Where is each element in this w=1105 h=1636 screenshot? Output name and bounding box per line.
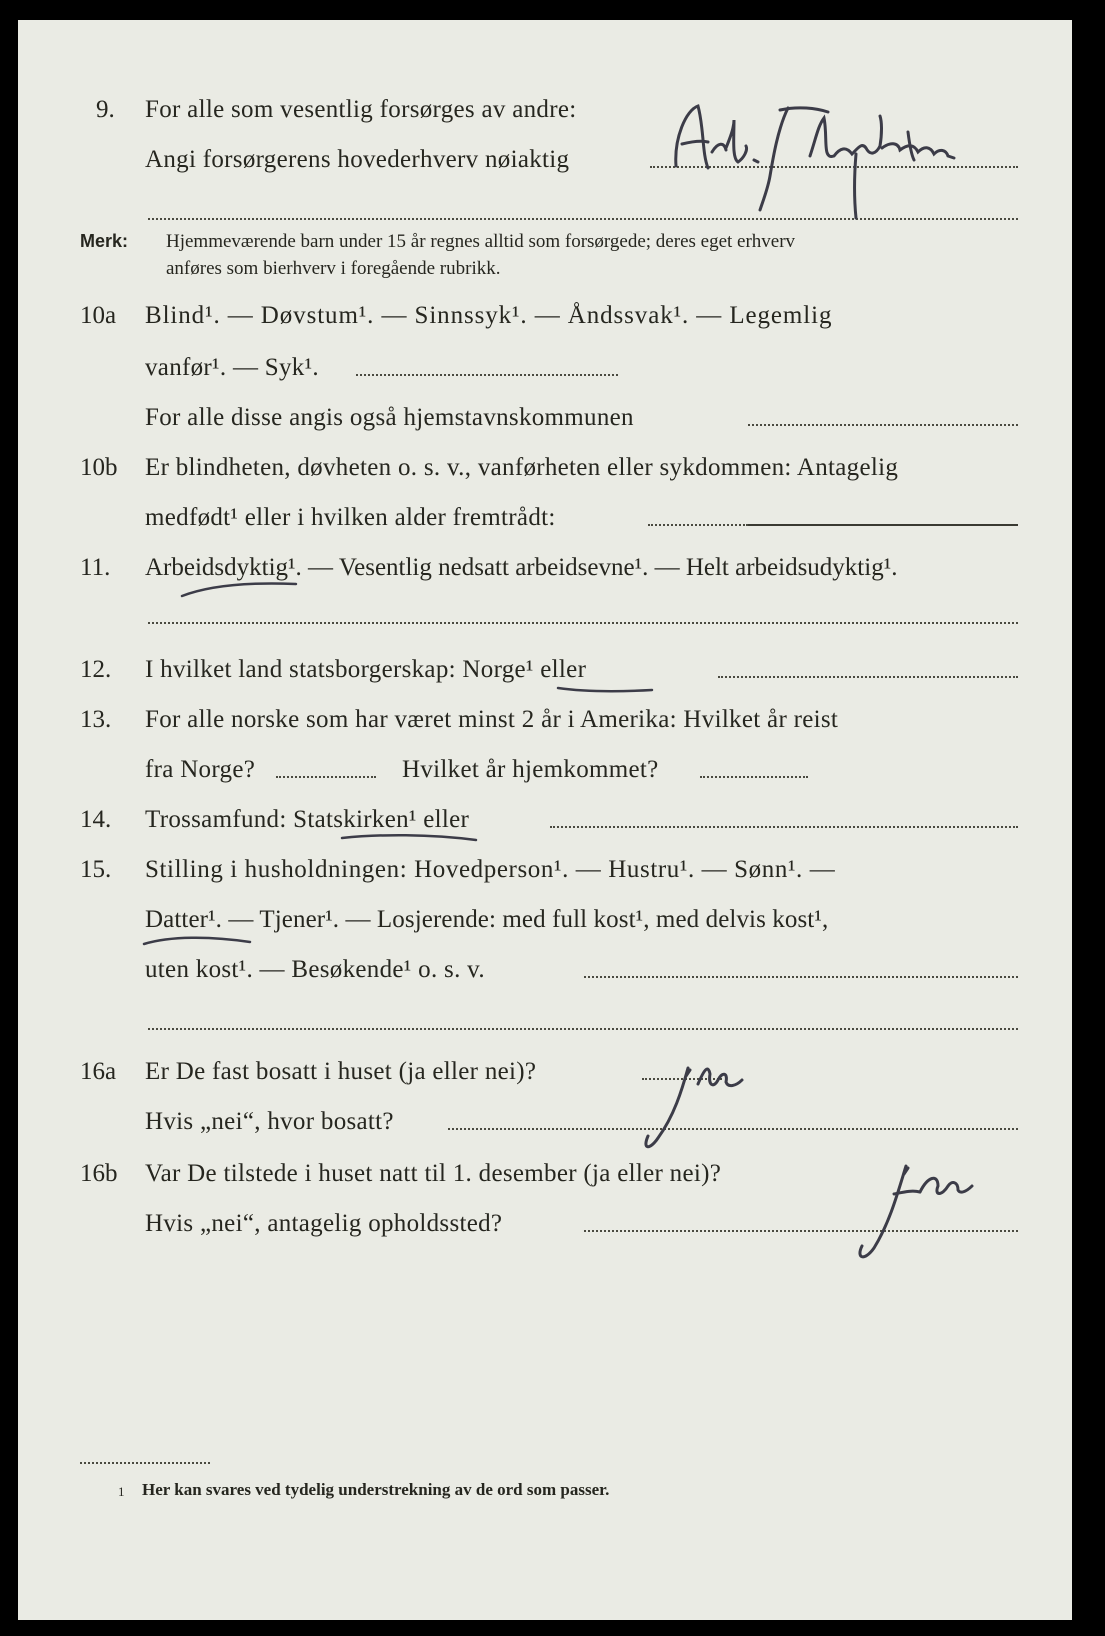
question-9-number: 9. <box>96 96 115 123</box>
question-11-handwritten-underline <box>178 576 298 600</box>
question-15-number: 15. <box>80 856 112 883</box>
question-14-answer-line <box>550 826 1018 828</box>
note <box>80 231 128 253</box>
question-11-number: 11. <box>80 554 111 581</box>
question-12-answer-line <box>718 676 1018 678</box>
question-13-line-2b: Hvilket år hjemkommet? <box>402 756 659 783</box>
question-10b-line-1: Er blindheten, døvheten o. s. v., vanførheten eller sykdommen: Antagelig <box>145 454 899 481</box>
question-16b-number: 16b <box>80 1160 118 1187</box>
question-10a-line-1: Blind¹. — Døvstum¹. — Sinnssyk¹. — Åndssvak¹. — Legemlig <box>145 302 833 329</box>
footnote-rule <box>80 1462 210 1464</box>
question-9-line-1: For alle som vesentlig forsørges av andre: <box>145 96 577 123</box>
question-10a-answer-line <box>356 374 618 376</box>
question-9-line-2: Angi forsørgerens hovederhverv nøiaktig <box>145 146 570 173</box>
note-line-1: Hjemmeværende barn under 15 år regnes alltid som forsørgede; deres eget erhverv <box>166 231 796 252</box>
question-15-line-1: Stilling i husholdningen: Hovedperson¹. — Hustru¹. — Sønn¹. — <box>145 856 836 883</box>
question-13-line-2a: fra Norge? <box>145 756 256 783</box>
question-10b-answer-line-solid <box>748 524 1018 526</box>
question-16a-number: 16a <box>80 1058 117 1085</box>
question-16b-line-2: Hvis „nei“, antagelig opholdssted? <box>145 1210 503 1237</box>
footnote-text: Her kan svares ved tydelig understrekning av de ord som passer. <box>142 1480 610 1499</box>
question-16b-line-1: Var De tilstede i huset natt til 1. desember (ja eller nei)? <box>145 1160 722 1187</box>
question-10b-line-2: medfødt¹ eller i hvilken alder fremtrådt: <box>145 504 556 531</box>
question-10b-number: 10b <box>80 454 118 481</box>
question-15-line-3: uten kost¹. — Besøkende¹ o. s. v. <box>145 956 485 983</box>
census-form-page <box>18 20 1072 1620</box>
question-16b-handwritten-answer <box>834 1152 974 1272</box>
question-15-line-2: Datter¹. — Tjener¹. — Losjerende: med full kost¹, med delvis kost¹, <box>145 906 829 933</box>
question-13-year-left-line <box>276 776 376 778</box>
note-label: Merk: <box>80 231 129 251</box>
note-line-2: anføres som bierhverv i foregående rubrikk. <box>166 258 501 279</box>
question-14-number: 14. <box>80 806 112 833</box>
question-16a-handwritten-answer <box>628 1050 758 1160</box>
question-14-handwritten-underline <box>340 828 480 846</box>
question-16a-line-2: Hvis „nei“, hvor bosatt? <box>145 1108 394 1135</box>
question-16a-line-1: Er De fast bosatt i huset (ja eller nei)? <box>145 1058 537 1085</box>
question-10a-number: 10a <box>80 302 117 329</box>
question-15-answer-line <box>584 976 1018 978</box>
question-9-handwritten-answer <box>668 98 988 228</box>
question-13-year-returned-line <box>700 776 808 778</box>
question-10a-hometown-line <box>748 424 1018 426</box>
question-12-number: 12. <box>80 656 112 683</box>
question-12-line-1: I hvilket land statsborgerskap: Norge¹ eller <box>145 656 587 683</box>
question-10a-line-2: vanfør¹. — Syk¹. <box>145 354 319 381</box>
question-11-answer-line <box>148 622 1018 624</box>
question-14-line-1: Trossamfund: Statskirken¹ eller <box>145 806 470 833</box>
question-11-line-1: Arbeidsdyktig¹. — Vesentlig nedsatt arbeidsevne¹. — Helt arbeidsudyktig¹. <box>145 554 898 581</box>
question-15-answer-line-2 <box>148 1028 1018 1030</box>
footnote-mark: 1 <box>118 1484 125 1499</box>
question-10a-line-3: For alle disse angis også hjemstavnskommunen <box>145 404 634 431</box>
question-12-handwritten-underline <box>556 680 656 698</box>
question-10b-answer-line <box>648 524 748 526</box>
question-13-number: 13. <box>80 706 112 733</box>
question-13-line-1: For alle norske som har været minst 2 år i Amerika: Hvilket år reist <box>145 706 839 733</box>
question-15-handwritten-underline <box>140 928 260 952</box>
